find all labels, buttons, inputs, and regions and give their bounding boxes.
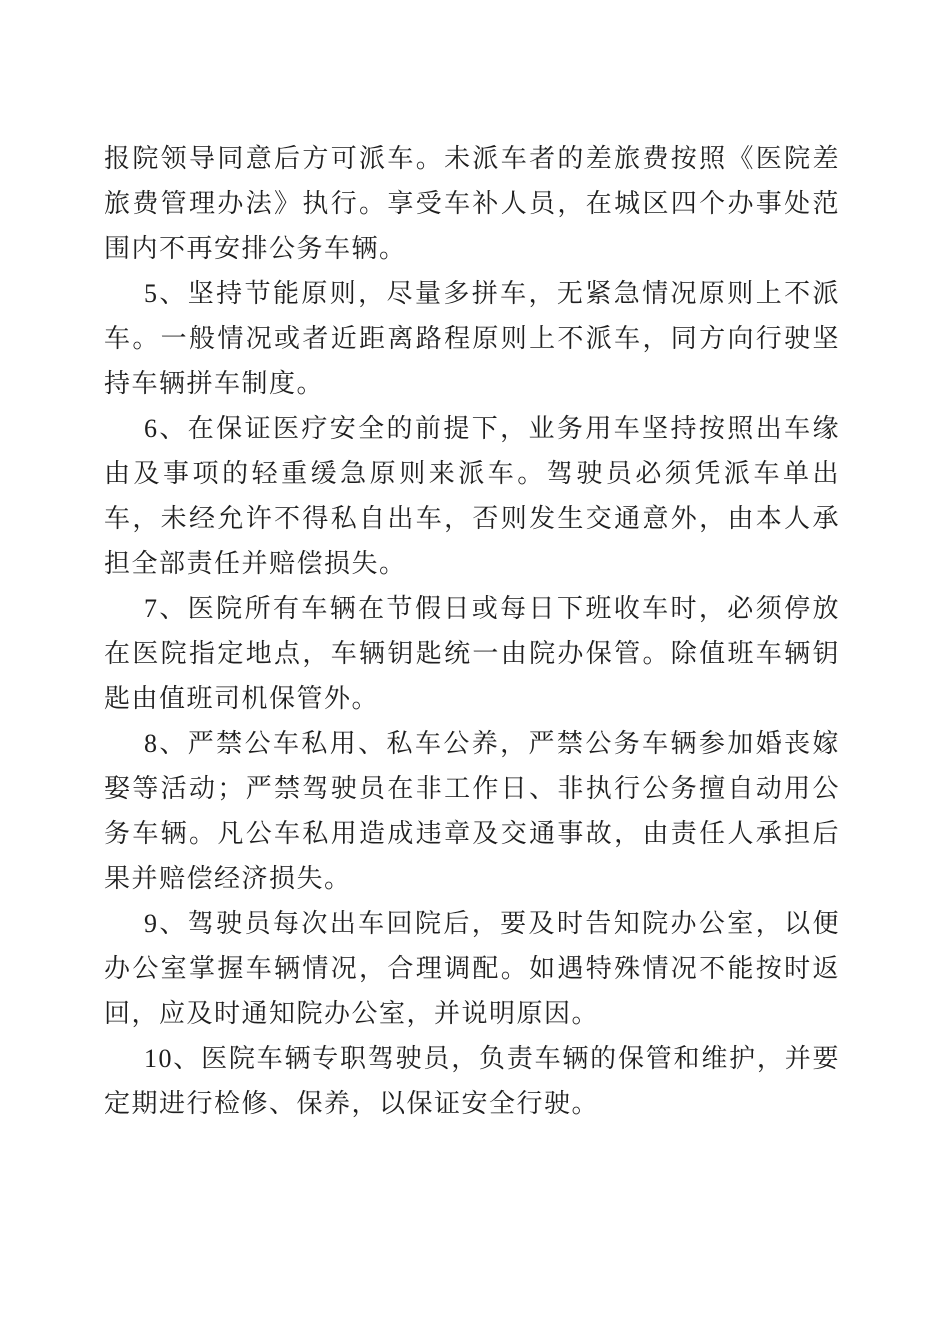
paragraph-item-5: 5、坚持节能原则，尽量多拼车，无紧急情况原则上不派车。一般情况或者近距离路程原则上不派车，同方向行驶坚持车辆拼车制度。 [104,279,840,398]
paragraph-item-6: 6、在保证医疗安全的前提下，业务用车坚持按照出车缘由及事项的轻重缓急原则来派车。驾驶员必须凭派车单出车，未经允许不得私自出车，否则发生交通意外，由本人承担全部责任并赔偿损失。 [104,414,840,578]
paragraph-item-10: 10、医院车辆专职驾驶员，负责车辆的保管和维护，并要定期进行检修、保养，以保证安全行驶。 [104,1044,840,1118]
paragraph-item-9: 9、驾驶员每次出车回院后，要及时告知院办公室，以便办公室掌握车辆情况，合理调配。如遇特殊情况不能按时返回，应及时通知院办公室，并说明原因。 [104,909,840,1028]
document-body [104,136,840,1126]
paragraph-item-7: 7、医院所有车辆在节假日或每日下班收车时，必须停放在医院指定地点，车辆钥匙统一由院办保管。除值班车辆钥匙由值班司机保管外。 [104,594,840,713]
paragraph-continuation: 报院领导同意后方可派车。未派车者的差旅费按照《医院差旅费管理办法》执行。享受车补人员，在城区四个办事处范围内不再安排公务车辆。 [104,144,840,263]
paragraph-item-8: 8、严禁公车私用、私车公养，严禁公务车辆参加婚丧嫁娶等活动；严禁驾驶员在非工作日、非执行公务擅自动用公务车辆。凡公车私用造成违章及交通事故，由责任人承担后果并赔偿经济损失。 [104,729,840,893]
